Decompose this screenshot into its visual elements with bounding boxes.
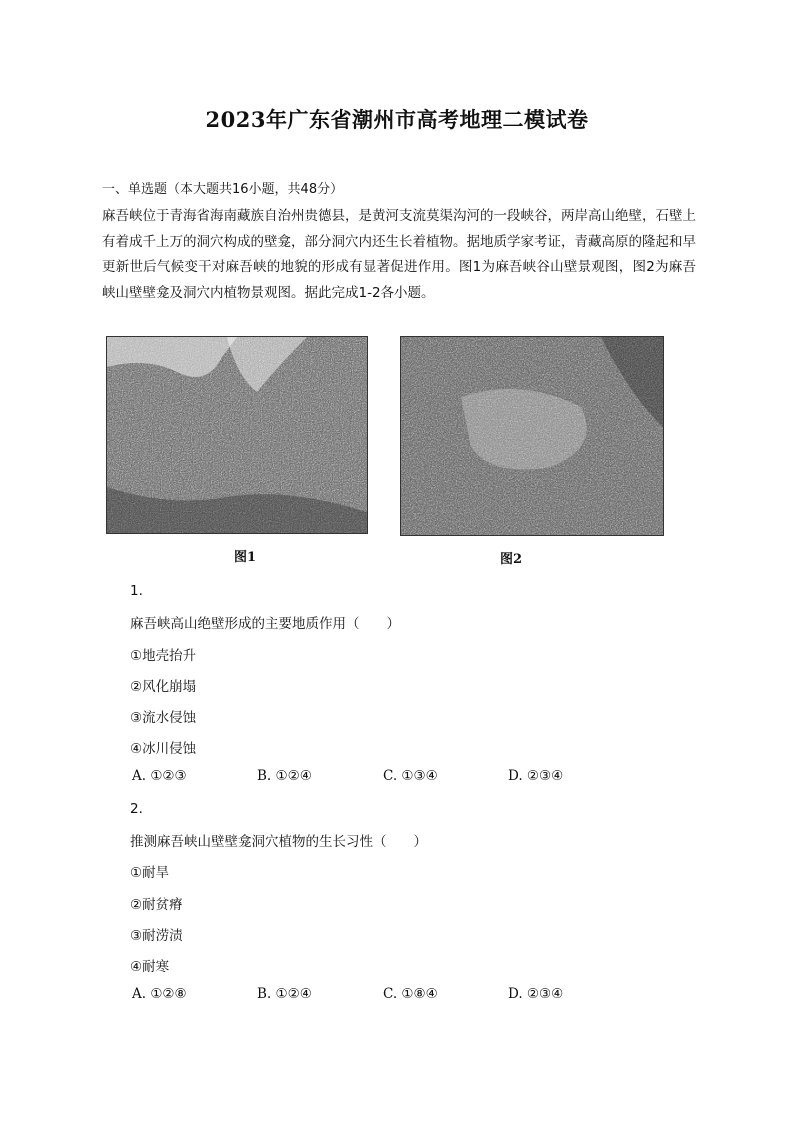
figure-2-image — [400, 336, 664, 536]
question-1-statement: ②风化崩塌 — [130, 679, 197, 695]
figure-1-image — [106, 336, 368, 534]
question-2-statement: ④耐寒 — [130, 959, 170, 975]
question-2-option-d: D. ②③④ — [508, 986, 564, 1002]
question-1-option-c: C. ①③④ — [383, 768, 438, 784]
figure-2-caption: 图2 — [500, 552, 523, 567]
question-2-number: 2. — [130, 801, 143, 817]
intro-paragraph: 麻吾峡位于青海省海南藏族自治州贵德县，是黄河支流莫渠沟河的一段峡谷，两岸高山绝壁，石壁上有着成千上万的洞穴构成的壁龛，部分洞穴内还生长着植物。据地质学家考证，青藏高原的隆起和早更新世后气候变干对麻吾峡的地貌的形成有显著促进作用。图1为麻吾峡谷山壁景观图，图2为麻吾峡山壁壁龛及洞穴内植物景观图。据此完成1-2各小题。 — [102, 208, 696, 301]
question-2-statement: ③耐涝渍 — [130, 928, 183, 944]
question-1-statement: ④冰川侵蚀 — [130, 741, 197, 757]
question-1-statement: ①地壳抬升 — [130, 648, 197, 664]
question-1-option-d: D. ②③④ — [508, 768, 564, 784]
question-1-option-a: A. ①②③ — [132, 768, 187, 784]
question-1-statement: ③流水侵蚀 — [130, 710, 197, 726]
question-1-text: 麻吾峡高山绝壁形成的主要地质作用（ ） — [130, 616, 400, 632]
question-2-option-b: B. ①②④ — [257, 986, 312, 1002]
question-2-option-c: C. ①⑧④ — [383, 986, 438, 1002]
page-title: 2023年广东省潮州市高考地理二模试卷 — [205, 107, 589, 132]
question-1-number: 1. — [130, 583, 143, 599]
figure-1-caption: 图1 — [234, 550, 257, 565]
question-1-option-b: B. ①②④ — [257, 768, 312, 784]
question-2-text: 推测麻吾峡山壁壁龛洞穴植物的生长习性（ ） — [130, 834, 427, 850]
section-heading: 一、单选题（本大题共16小题，共48分） — [102, 182, 344, 197]
question-2-statement: ①耐旱 — [130, 865, 170, 881]
question-2-option-a: A. ①②⑧ — [132, 986, 187, 1002]
question-2-statement: ②耐贫瘠 — [130, 897, 183, 913]
